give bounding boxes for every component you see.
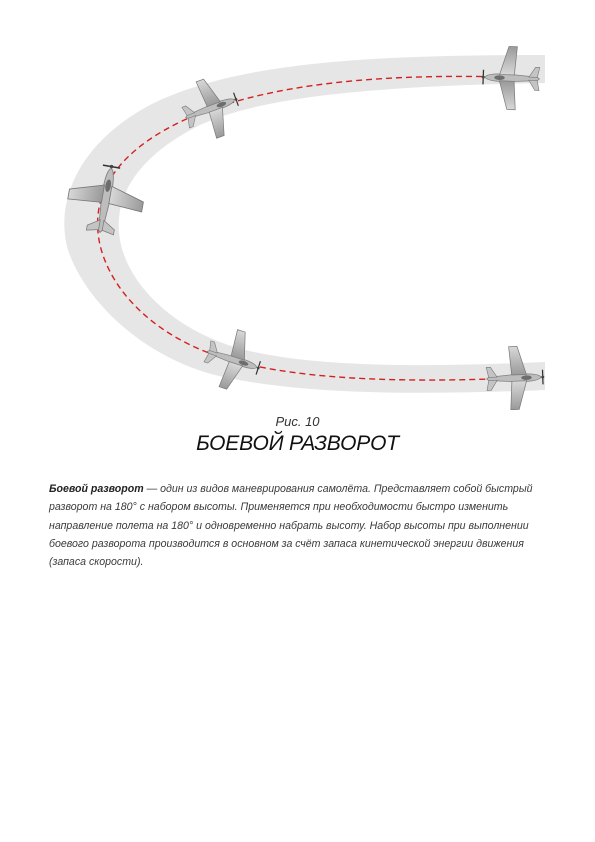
figure-number: Рис. 10 bbox=[275, 414, 320, 429]
figure-title: БОЕВОЙ РАЗВОРОТ bbox=[196, 432, 399, 455]
term-highlight: Боевой разворот bbox=[49, 483, 144, 495]
description-paragraph bbox=[49, 480, 554, 571]
airplane-icon bbox=[486, 346, 546, 410]
flight-band bbox=[64, 55, 545, 393]
combat-turn-illustration bbox=[0, 0, 595, 410]
description-text: — один из видов маневрирования самолёта. Представляет собой быстрый разворот на 180° с набором высоты. Применяется при необходимости быстро изменить направление полета на 180° и одновременно набрать высоту. Набор высоты при выполнении боевого разворота производится в основном за счёт запаса кинетической энергии движения (запаса скорости). bbox=[49, 483, 533, 569]
